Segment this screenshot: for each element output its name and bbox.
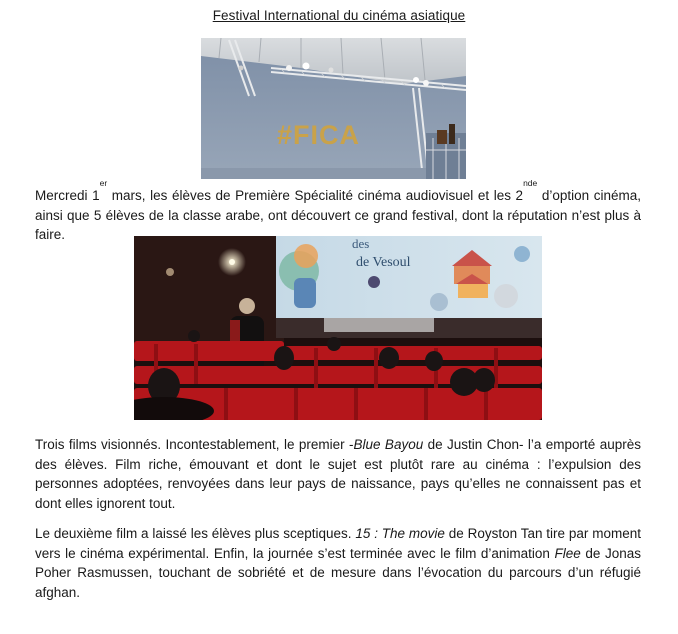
film-title-blue-bayou: Blue Bayou	[353, 437, 424, 452]
screen-text-line2: de Vesoul	[356, 255, 411, 270]
paragraph-intro-text-2: mars, les élèves de Première Spécialité cinéma audiovisuel et les 2	[107, 188, 524, 203]
paragraph-first-film-text-2: de Justin Chon- l’a emporté auprès des élèves. Film riche, émouvant et dont le sujet est plutôt rare au cinéma : l’expulsion des personnes adoptées, renvoyées dans leur pays de naissance, pays qu’elles ne connaissent pas et dont elles ignorent tout.	[35, 437, 641, 511]
screen-text-line1: des	[352, 236, 370, 251]
paragraph-other-films-text-3: de Jonas Poher Rasmussen, touchant de sobriété et de mesure dans l’évocation du parcours d’un réfugié afghan.	[35, 545, 641, 600]
document-title: Festival International du cinéma asiatique	[212, 8, 466, 23]
paragraph-other-films-text-1: Le deuxième film a laissé les élèves plus sceptiques.	[35, 526, 356, 541]
festival-hall-photo	[201, 38, 466, 179]
superscript-nde: nde	[523, 178, 538, 188]
paragraph-other-films	[35, 524, 641, 602]
paragraph-first-film	[35, 435, 641, 513]
superscript-er: er	[99, 178, 108, 188]
film-title-flee: Flee	[554, 545, 581, 561]
paragraph-intro-text-3: d’option cinéma, ainsi que 5 élèves de la classe arabe, ont découvert ce grand festival, dont la réputation n’est plus à faire.	[35, 188, 641, 242]
paragraph-other-films-text-2: de Royston Tan tire par moment vers le cinéma expérimental. Enfin, la journée s’est terminée avec le film d’animation	[35, 526, 641, 561]
film-title-15-the-movie: 15 : The movie	[355, 526, 445, 541]
festival-hall-image	[201, 38, 466, 179]
fica-sign: #FICA	[277, 120, 361, 150]
paragraph-intro-text-1: Mercredi 1	[35, 188, 100, 203]
paragraph-first-film-text-1: Trois films visionnés. Incontestablement, le premier -	[35, 437, 354, 452]
cinema-room-photo	[134, 236, 542, 420]
cinema-room-image	[134, 236, 542, 420]
